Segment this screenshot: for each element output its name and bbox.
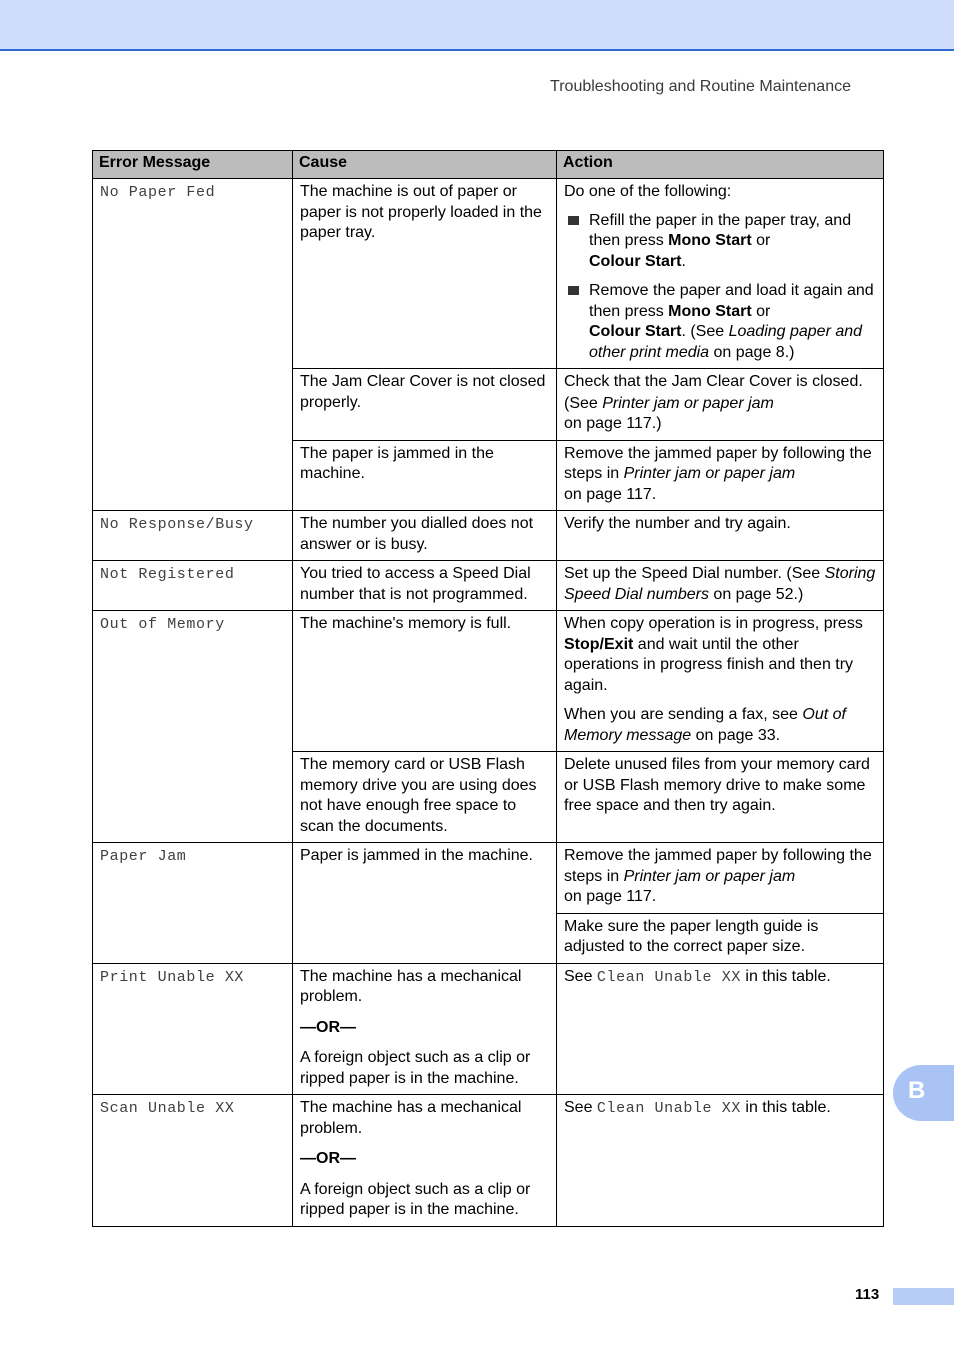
error-message-cell [93,511,293,561]
cross-reference: Printer jam or paper jam [623,465,796,482]
error-code: Scan Unable XX [100,1100,235,1117]
table-row [93,561,884,611]
error-code: Paper Jam [100,848,187,865]
appendix-letter: B [908,1077,926,1104]
cause-cell: The number you dialled does not answer or is busy. [293,511,557,561]
bullet-item: Refill the paper in the paper tray, and then press Mono Start or Colour Start. [564,211,877,273]
error-message-table [92,150,884,1227]
cause-cell: The Jam Clear Cover is not closed properly. [293,369,557,441]
action-cell: Remove the jammed paper by following the steps in Printer jam or paper jam on page 117. [557,440,884,511]
square-bullet-icon [568,286,579,295]
bullet-item: Remove the paper and load it again and then press Mono Start or Colour Start. (See Loading paper and other print media on page 8.) [564,281,877,363]
action-cell: See Clean Unable XX in this table. [557,1095,884,1227]
error-code: Not Registered [100,566,235,583]
table-row [93,1095,884,1227]
cause-cell: The memory card or USB Flash memory drive you are using does not have enough free space to scan the documents. [293,752,557,843]
error-message-cell [93,963,293,1095]
running-header: Troubleshooting and Routine Maintenance [550,78,851,95]
action-cell: See Clean Unable XX in this table. [557,963,884,1095]
error-code: No Paper Fed [100,184,216,201]
cross-reference: Loading paper and other print media [589,323,863,361]
cross-reference: Printer jam or paper jam [623,867,796,885]
cross-reference: Printer jam or paper jam [602,394,774,412]
table-row [93,179,884,369]
top-banner [0,0,954,51]
table-row [93,963,884,1095]
or-separator: —OR— [300,1150,356,1167]
header-cause: Cause [293,151,557,179]
table-row [93,611,884,752]
header-action: Action [557,151,884,179]
cause-cell: The machine has a mechanical problem. —OR— A foreign object such as a clip or ripped paper is in the machine. [293,963,557,1095]
error-code: Print Unable XX [100,968,245,986]
cause-cell: The machine's memory is full. [293,611,557,752]
action-cell: Verify the number and try again. [557,511,884,561]
page-number-bar [893,1288,954,1305]
error-code: No Response/Busy [100,516,254,533]
cross-reference: Out of Memory message [564,706,846,744]
error-message-cell [93,561,293,611]
action-cell: Set up the Speed Dial number. (See Storing Speed Dial numbers on page 52.) [557,561,884,611]
table-header-row [93,151,884,179]
cause-cell: The machine has a mechanical problem. —OR— A foreign object such as a clip or ripped paper is in the machine. [293,1095,557,1227]
or-separator: —OR— [300,1018,356,1036]
error-message-cell [93,611,293,843]
action-cell [557,179,884,369]
appendix-tab [893,1065,954,1121]
table-row [93,511,884,561]
cause-cell: You tried to access a Speed Dial number that is not programmed. [293,561,557,611]
error-code-reference: Clean Unable XX [596,1100,741,1117]
action-intro: Do one of the following: [564,183,732,200]
error-message-cell [93,843,293,964]
page-number: 113 [855,1286,880,1303]
cause-cell: The machine is out of paper or paper is not properly loaded in the paper tray. [293,179,557,369]
cause-cell: Paper is jammed in the machine. [293,843,557,964]
error-code: Out of Memory [100,616,225,633]
action-cell: Make sure the paper length guide is adjusted to the correct paper size. [557,913,884,963]
cause-cell: The paper is jammed in the machine. [293,440,557,511]
error-message-cell [93,179,293,511]
action-cell: When copy operation is in progress, press Stop/Exit and wait until the other operations in progress finish and then try again. When you are sending a fax, see Out of Memory message on page 33. [557,611,884,752]
action-cell: Remove the jammed paper by following the steps in Printer jam or paper jam on page 117. [557,843,884,914]
error-message-cell [93,1095,293,1227]
table-row [93,843,884,914]
square-bullet-icon [568,216,579,225]
error-code-reference: Clean Unable XX [596,968,741,986]
action-cell: Check that the Jam Clear Cover is closed. (See Printer jam or paper jam on page 117.) [557,369,884,441]
action-cell: Delete unused files from your memory card or USB Flash memory drive to make some free space and then try again. [557,752,884,843]
header-error-message: Error Message [93,151,293,179]
cross-reference: Storing Speed Dial numbers [564,565,876,603]
